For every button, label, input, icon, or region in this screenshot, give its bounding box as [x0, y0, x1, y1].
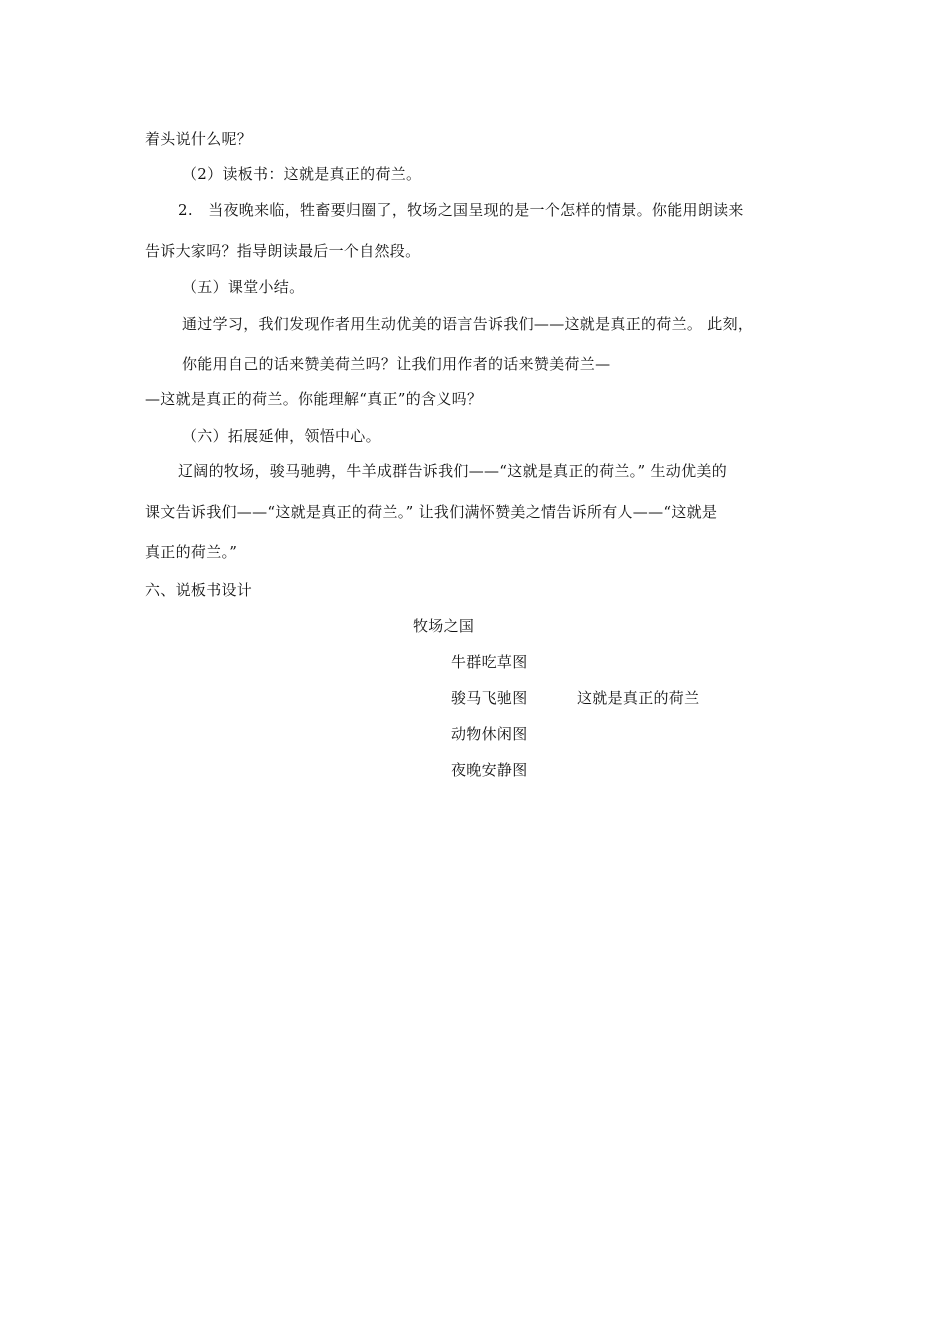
board-item: 牛群吃草图 — [451, 653, 528, 671]
text-line: 告诉大家吗？指导朗读最后一个自然段。 — [145, 242, 421, 260]
text-line: 通过学习，我们发现作者用生动优美的语言告诉我们——这就是真正的荷兰。 此刻， — [182, 315, 754, 333]
text-line: —这就是真正的荷兰。你能理解“真正”的含义吗？ — [145, 390, 483, 408]
text-line: 课文告诉我们——“这就是真正的荷兰。” 让我们满怀赞美之情告诉所有人——“这就是 — [145, 503, 718, 521]
text-line: 辽阔的牧场，骏马驰骋，牛羊成群告诉我们——“这就是真正的荷兰。” 生动优美的 — [178, 462, 728, 480]
section-heading: （六）拓展延伸，领悟中心。 — [182, 427, 381, 445]
board-item: 骏马飞驰图 — [451, 689, 528, 707]
text-line: 2. 当夜晚来临，牲畜要归圈了，牧场之国呈现的是一个怎样的情景。你能用朗读来 — [178, 201, 744, 219]
section-heading: 六、说板书设计 — [145, 581, 253, 599]
text-line: （2）读板书：这就是真正的荷兰。 — [182, 165, 422, 183]
board-item: 夜晚安静图 — [451, 761, 528, 779]
board-title: 牧场之国 — [413, 617, 475, 635]
text-line: 你能用自己的话来赞美荷兰吗？让我们用作者的话来赞美荷兰— — [182, 355, 611, 373]
text-line: 着头说什么呢？ — [145, 130, 253, 148]
text-line: 真正的荷兰。” — [145, 543, 238, 561]
board-conclusion: 这就是真正的荷兰 — [577, 689, 700, 707]
section-heading: （五）课堂小结。 — [182, 278, 305, 296]
board-item: 动物休闲图 — [451, 725, 528, 743]
